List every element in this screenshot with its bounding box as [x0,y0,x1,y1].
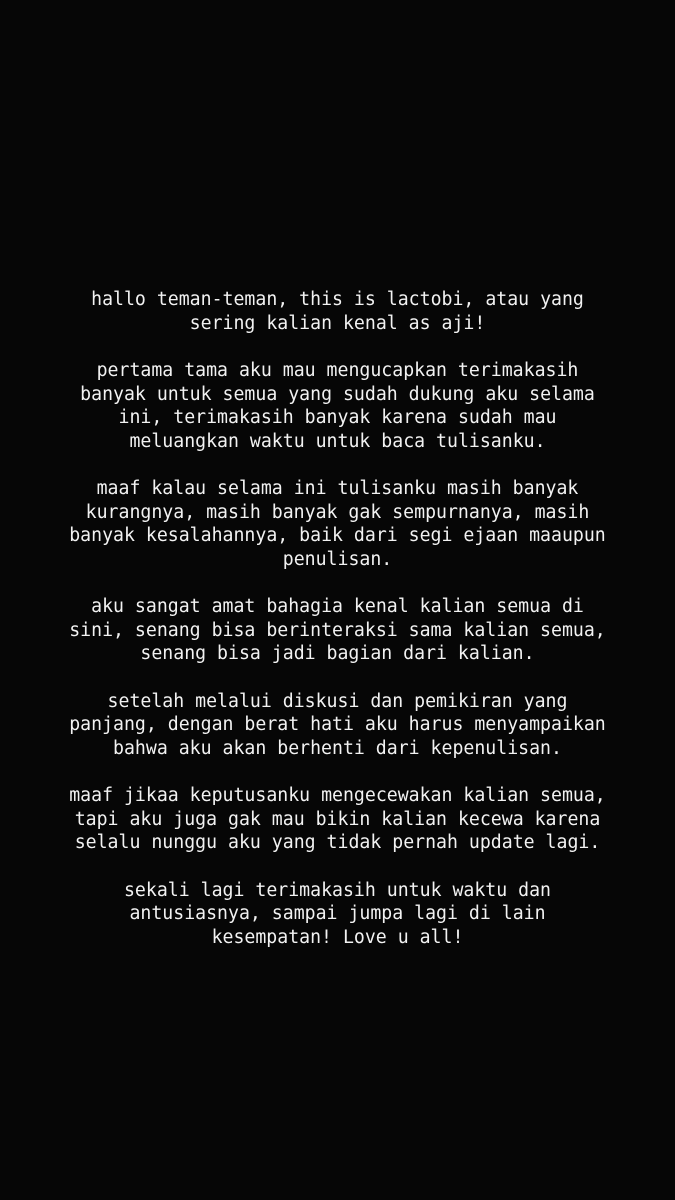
text-line: maaf kalau selama ini tulisanku masih banyak [96,478,579,499]
text-line: sini, senang bisa berinteraksi sama kalian semua, [69,619,606,641]
story-paragraph [0,879,675,950]
story-paragraph [0,477,675,571]
text-line: ini, terimakasih banyak karena sudah mau [118,407,557,428]
text-line: antusiasnya, sampai jumpa lagi di lain [129,903,546,924]
text-line: banyak untuk semua yang sudah dukung aku selama [80,383,595,405]
text-line: senang bisa jadi bagian dari kalian. [140,643,535,664]
text-line: hallo teman-teman, this is lactobi, atau yang [91,289,584,310]
story-paragraph [0,595,675,666]
text-line: tapi aku juga gak mau bikin kalian kecewa karena [74,808,601,830]
text-line: penulisan. [282,548,393,570]
text-line: meluangkan waktu untuk baca tulisanku. [129,430,546,452]
text-line: panjang, dengan berat hati aku harus menyampaikan [69,714,606,735]
text-line: bahwa aku akan berhenti dari kepenulisan. [113,737,562,759]
text-line: aku sangat amat bahagia kenal kalian semua di [91,596,584,617]
text-line: kurangnya, masih banyak gak sempurnanya, masih [85,501,590,523]
text-line: kesempatan! Love u all! [211,926,464,948]
story-text-block [0,288,675,973]
text-line: setelah melalui diskusi dan pemikiran yang [107,690,568,712]
story-paragraph [0,784,675,855]
text-line: maaf jikaa keputusanku mengecewakan kalian semua, [69,785,606,806]
text-line: sekali lagi terimakasih untuk waktu dan [123,879,552,901]
text-line: pertama tama aku mau mengucapkan terimakasih [96,360,579,381]
text-line: banyak kesalahannya, baik dari segi ejaan maaupun [69,525,606,546]
text-line: selalu nunggu aku yang tidak pernah update lagi. [74,832,601,853]
story-paragraph [0,288,675,335]
story-paragraph [0,690,675,761]
text-line: sering kalian kenal as aji! [189,312,486,334]
story-paragraph [0,359,675,453]
